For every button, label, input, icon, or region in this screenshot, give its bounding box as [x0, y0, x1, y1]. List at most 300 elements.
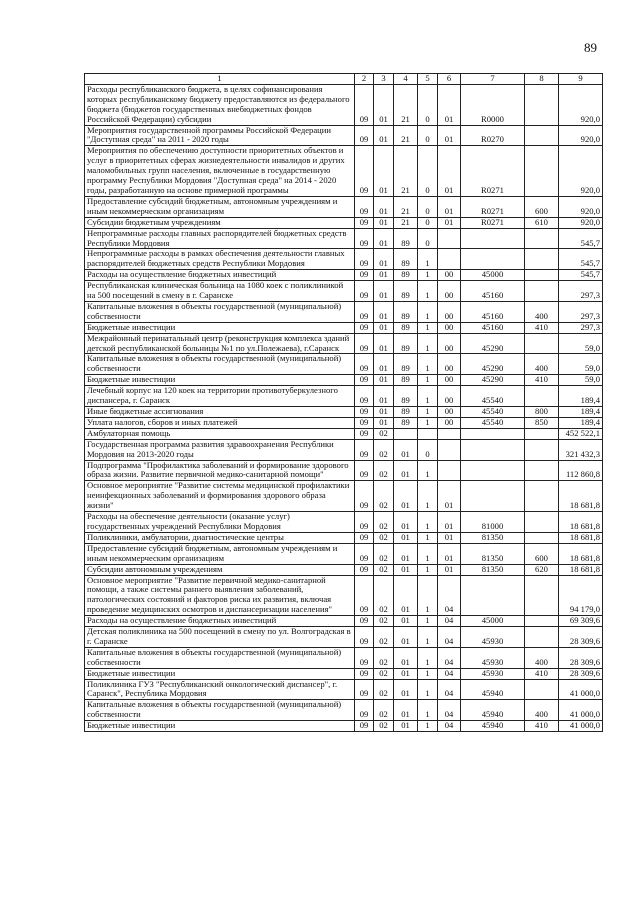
row-code-cell: 59,0	[559, 354, 603, 375]
row-code-cell: 28 309,6	[559, 668, 603, 679]
row-code-cell: 09	[355, 196, 374, 217]
row-code-cell: 01	[394, 700, 418, 721]
row-code-cell: 189,4	[559, 407, 603, 418]
row-code-cell: 04	[438, 627, 461, 648]
row-name-cell: Расходы на осуществление бюджетных инвестиций	[85, 270, 355, 281]
row-code-cell: 09	[355, 616, 374, 627]
row-code-cell: 45290	[461, 375, 525, 386]
row-code-cell: 04	[438, 679, 461, 700]
row-name-cell: Поликлиника ГУЗ "Республиканский онкологический диспансер", г. Саранск", Республика Мордовия	[85, 679, 355, 700]
row-code-cell: 1	[418, 301, 438, 322]
row-code-cell: 01	[438, 196, 461, 217]
row-code-cell: 09	[355, 84, 374, 125]
row-name-cell: Субсидии автономным учреждениям	[85, 564, 355, 575]
row-code-cell: 400	[525, 647, 559, 668]
row-code-cell: 21	[394, 146, 418, 197]
row-name-cell: Мероприятия государственной программы Российской Федерации "Доступная среда" на 2011 - 2020 годы	[85, 125, 355, 146]
row-code-cell: 45540	[461, 407, 525, 418]
row-code-cell: 0	[418, 125, 438, 146]
row-code-cell: 04	[438, 616, 461, 627]
row-code-cell: 09	[355, 512, 374, 533]
row-code-cell: 0	[418, 146, 438, 197]
row-code-cell: 02	[374, 647, 394, 668]
row-code-cell: 89	[394, 322, 418, 333]
row-code-cell: 01	[394, 564, 418, 575]
row-code-cell: 1	[418, 668, 438, 679]
row-code-cell: 45000	[461, 270, 525, 281]
row-code-cell: 01	[394, 616, 418, 627]
row-code-cell: 400	[525, 354, 559, 375]
row-code-cell	[461, 228, 525, 249]
row-code-cell: 89	[394, 281, 418, 302]
row-code-cell: 0	[418, 196, 438, 217]
row-code-cell: 81350	[461, 532, 525, 543]
row-code-cell	[525, 460, 559, 481]
row-code-cell: 189,4	[559, 417, 603, 428]
row-code-cell	[461, 575, 525, 616]
row-code-cell: 21	[394, 217, 418, 228]
row-code-cell: 01	[394, 512, 418, 533]
row-code-cell: 89	[394, 354, 418, 375]
table-row	[85, 281, 603, 302]
row-code-cell: 610	[525, 217, 559, 228]
row-code-cell: R0271	[461, 146, 525, 197]
table-row	[85, 721, 603, 732]
row-code-cell: 01	[374, 249, 394, 270]
row-code-cell	[525, 439, 559, 460]
column-header: 2	[355, 74, 374, 85]
row-code-cell: R0271	[461, 217, 525, 228]
row-code-cell: 1	[418, 481, 438, 512]
row-code-cell: 850	[525, 417, 559, 428]
row-code-cell: 09	[355, 679, 374, 700]
row-code-cell	[394, 428, 418, 439]
row-code-cell: 01	[374, 270, 394, 281]
row-code-cell: 01	[438, 125, 461, 146]
row-code-cell	[525, 428, 559, 439]
row-code-cell: 04	[438, 668, 461, 679]
row-code-cell: 00	[438, 354, 461, 375]
budget-table	[84, 73, 603, 732]
row-code-cell: 01	[374, 228, 394, 249]
row-code-cell: R0270	[461, 125, 525, 146]
row-code-cell: 09	[355, 375, 374, 386]
row-name-cell: Межрайонный перинатальный центр (реконструкция комплекса зданий детской республиканской больницы №1 по ул.Полежаева), г.Саранск	[85, 333, 355, 354]
column-header: 1	[85, 74, 355, 85]
column-header: 4	[394, 74, 418, 85]
row-code-cell: 45540	[461, 386, 525, 407]
row-code-cell: 18 681,8	[559, 543, 603, 564]
row-code-cell	[525, 575, 559, 616]
row-name-cell: Бюджетные инвестиции	[85, 668, 355, 679]
row-name-cell: Капитальные вложения в объекты государственной (муниципальной) собственности	[85, 301, 355, 322]
row-code-cell: 45930	[461, 627, 525, 648]
row-code-cell: 02	[374, 564, 394, 575]
row-code-cell: 01	[394, 460, 418, 481]
table-row	[85, 333, 603, 354]
row-code-cell: 400	[525, 301, 559, 322]
row-code-cell: 69 309,6	[559, 616, 603, 627]
row-name-cell: Субсидии бюджетным учреждениям	[85, 217, 355, 228]
row-code-cell: 02	[374, 668, 394, 679]
row-code-cell: 01	[438, 146, 461, 197]
row-code-cell: 09	[355, 564, 374, 575]
row-code-cell: 01	[438, 481, 461, 512]
row-code-cell: 01	[374, 354, 394, 375]
row-code-cell: 04	[438, 575, 461, 616]
row-code-cell: 18 681,8	[559, 481, 603, 512]
row-code-cell: 1	[418, 460, 438, 481]
table-row	[85, 146, 603, 197]
row-code-cell: 1	[418, 417, 438, 428]
row-code-cell: 09	[355, 322, 374, 333]
row-name-cell: Основное мероприятие "Развитие системы медицинской профилактики неинфекционных заболеваний и формирования здорового образа жизни"	[85, 481, 355, 512]
table-row	[85, 647, 603, 668]
row-code-cell: 920,0	[559, 146, 603, 197]
row-code-cell: 01	[438, 84, 461, 125]
row-code-cell	[418, 428, 438, 439]
row-code-cell: 09	[355, 575, 374, 616]
row-code-cell: 01	[394, 627, 418, 648]
table-row	[85, 700, 603, 721]
row-code-cell: 01	[374, 84, 394, 125]
row-code-cell: 09	[355, 417, 374, 428]
row-code-cell: 45160	[461, 301, 525, 322]
row-code-cell: 09	[355, 460, 374, 481]
row-code-cell: 89	[394, 301, 418, 322]
row-code-cell: 09	[355, 301, 374, 322]
row-code-cell: 545,7	[559, 270, 603, 281]
row-code-cell: 21	[394, 125, 418, 146]
row-code-cell: 01	[394, 439, 418, 460]
row-code-cell: 1	[418, 354, 438, 375]
row-code-cell: 28 309,6	[559, 627, 603, 648]
row-code-cell: 45160	[461, 281, 525, 302]
row-name-cell: Республиканская клиническая больница на 1080 коек с поликлиникой на 500 посещений в смену в г. Саранске	[85, 281, 355, 302]
row-code-cell	[525, 270, 559, 281]
row-code-cell	[525, 512, 559, 533]
row-code-cell: 0	[418, 84, 438, 125]
row-code-cell: 02	[374, 439, 394, 460]
row-code-cell: 21	[394, 84, 418, 125]
row-code-cell	[525, 532, 559, 543]
table-body	[85, 84, 603, 731]
row-code-cell: 01	[394, 668, 418, 679]
row-code-cell	[525, 281, 559, 302]
row-code-cell: 89	[394, 228, 418, 249]
row-code-cell: 01	[374, 407, 394, 418]
row-code-cell: 01	[394, 721, 418, 732]
row-name-cell: Капитальные вложения в объекты государственной (муниципальной) собственности	[85, 647, 355, 668]
column-header: 7	[461, 74, 525, 85]
table-row	[85, 616, 603, 627]
column-header: 6	[438, 74, 461, 85]
row-code-cell: 00	[438, 333, 461, 354]
table-row	[85, 84, 603, 125]
row-code-cell	[525, 627, 559, 648]
row-code-cell	[525, 249, 559, 270]
column-header: 8	[525, 74, 559, 85]
row-code-cell: 1	[418, 407, 438, 418]
row-code-cell: 01	[394, 647, 418, 668]
row-code-cell	[525, 386, 559, 407]
row-code-cell: 0	[418, 439, 438, 460]
row-code-cell: 09	[355, 249, 374, 270]
row-code-cell: 410	[525, 668, 559, 679]
row-code-cell: 09	[355, 146, 374, 197]
row-code-cell: 81000	[461, 512, 525, 533]
row-code-cell: 09	[355, 333, 374, 354]
table-row	[85, 270, 603, 281]
row-name-cell: Предоставление субсидий бюджетным, автономным учреждениям и иным некоммерческим организациям	[85, 543, 355, 564]
row-code-cell: 297,3	[559, 281, 603, 302]
table-row	[85, 512, 603, 533]
table-row	[85, 543, 603, 564]
table-row	[85, 627, 603, 648]
row-code-cell: 89	[394, 270, 418, 281]
row-code-cell: 1	[418, 627, 438, 648]
row-name-cell: Предоставление субсидий бюджетным, автономным учреждениям и иным некоммерческим организациям	[85, 196, 355, 217]
row-code-cell: 45160	[461, 322, 525, 333]
row-code-cell: 600	[525, 543, 559, 564]
row-code-cell	[525, 84, 559, 125]
row-name-cell: Лечебный корпус на 120 коек на территории противотуберкулезного диспансера, г. Саранск	[85, 386, 355, 407]
row-name-cell: Детская поликлиника на 500 посещений в смену по ул. Волгоградская в г. Саранске	[85, 627, 355, 648]
table-row	[85, 125, 603, 146]
row-code-cell: 09	[355, 281, 374, 302]
row-code-cell: 1	[418, 721, 438, 732]
row-code-cell: 09	[355, 532, 374, 543]
row-name-cell: Расходы республиканского бюджета, в целях софинансирования которых республиканскому бюджету предоставляются из федерального бюджета (бюджетов государственных внебюджетных фондов Российской Федерации) субсидии	[85, 84, 355, 125]
row-name-cell: Непрограммные расходы главных распорядителей бюджетных средств Республики Мордовия	[85, 228, 355, 249]
row-name-cell: Капитальные вложения в объекты государственной (муниципальной) собственности	[85, 700, 355, 721]
row-code-cell: 45940	[461, 700, 525, 721]
table-row	[85, 322, 603, 333]
row-code-cell: 02	[374, 481, 394, 512]
row-code-cell: 02	[374, 700, 394, 721]
row-code-cell: 09	[355, 481, 374, 512]
row-code-cell: 01	[438, 532, 461, 543]
row-code-cell	[461, 249, 525, 270]
table-row	[85, 564, 603, 575]
row-name-cell: Подпрограмма "Профилактика заболеваний и формирование здорового образа жизни. Развитие первичной медико-санитарной помощи"	[85, 460, 355, 481]
row-code-cell: 410	[525, 721, 559, 732]
row-code-cell	[461, 428, 525, 439]
row-code-cell: 400	[525, 700, 559, 721]
row-code-cell: 89	[394, 386, 418, 407]
row-code-cell: 0	[418, 228, 438, 249]
row-code-cell: 1	[418, 700, 438, 721]
row-code-cell	[525, 228, 559, 249]
row-code-cell: 1	[418, 322, 438, 333]
table-row	[85, 428, 603, 439]
row-code-cell: 09	[355, 439, 374, 460]
row-name-cell: Мероприятия по обеспечению доступности приоритетных объектов и услуг в приоритетных сферах жизнедеятельности инвалидов и других маломобильных групп населения, включенные в государственную программу Республики Мордовия "Доступная среда" на 2014 - 2020 годы, разработанную на основе примерной программы	[85, 146, 355, 197]
row-code-cell: 04	[438, 721, 461, 732]
row-code-cell: 09	[355, 386, 374, 407]
row-code-cell: 09	[355, 627, 374, 648]
row-code-cell: 09	[355, 270, 374, 281]
row-code-cell: 01	[438, 564, 461, 575]
row-code-cell	[525, 679, 559, 700]
row-code-cell: 1	[418, 543, 438, 564]
row-code-cell: 01	[438, 512, 461, 533]
row-code-cell: 00	[438, 386, 461, 407]
row-code-cell: 59,0	[559, 375, 603, 386]
page-number: 89	[584, 40, 597, 55]
row-code-cell: 01	[394, 481, 418, 512]
table-row	[85, 532, 603, 543]
row-code-cell: 01	[394, 532, 418, 543]
table-row	[85, 417, 603, 428]
row-code-cell: 112 860,8	[559, 460, 603, 481]
row-code-cell	[525, 333, 559, 354]
row-code-cell: 01	[374, 196, 394, 217]
table-row	[85, 460, 603, 481]
row-code-cell: 1	[418, 333, 438, 354]
table-row	[85, 439, 603, 460]
row-code-cell: 297,3	[559, 301, 603, 322]
row-code-cell: 21	[394, 196, 418, 217]
table-row	[85, 375, 603, 386]
column-header: 3	[374, 74, 394, 85]
row-code-cell: 09	[355, 700, 374, 721]
row-code-cell: 00	[438, 375, 461, 386]
row-code-cell	[438, 460, 461, 481]
row-code-cell: 04	[438, 647, 461, 668]
table-row	[85, 196, 603, 217]
row-code-cell: 620	[525, 564, 559, 575]
row-code-cell: 41 000,0	[559, 700, 603, 721]
row-code-cell: 01	[394, 575, 418, 616]
row-code-cell: 1	[418, 281, 438, 302]
row-code-cell: 28 309,6	[559, 647, 603, 668]
column-header: 5	[418, 74, 438, 85]
row-code-cell: 18 681,8	[559, 512, 603, 533]
table-row	[85, 668, 603, 679]
row-code-cell: 45000	[461, 616, 525, 627]
row-code-cell: 89	[394, 333, 418, 354]
row-code-cell: 1	[418, 564, 438, 575]
row-code-cell: 09	[355, 125, 374, 146]
row-code-cell: 0	[418, 217, 438, 228]
row-code-cell: 09	[355, 647, 374, 668]
row-code-cell: 1	[418, 386, 438, 407]
row-code-cell: 189,4	[559, 386, 603, 407]
row-code-cell: 02	[374, 627, 394, 648]
row-name-cell: Расходы на обеспечение деятельности (оказание услуг) государственных учреждений Республики Мордовия	[85, 512, 355, 533]
row-code-cell: 94 179,0	[559, 575, 603, 616]
row-name-cell: Амбулаторная помощь	[85, 428, 355, 439]
table-header-row	[85, 74, 603, 85]
row-code-cell: 1	[418, 647, 438, 668]
row-code-cell: 1	[418, 375, 438, 386]
row-code-cell: 1	[418, 512, 438, 533]
row-code-cell	[461, 460, 525, 481]
row-code-cell: 1	[418, 532, 438, 543]
row-code-cell: 89	[394, 249, 418, 270]
table-row	[85, 407, 603, 418]
row-code-cell	[438, 439, 461, 460]
row-code-cell: 41 000,0	[559, 679, 603, 700]
row-code-cell: 01	[374, 146, 394, 197]
row-code-cell	[525, 125, 559, 146]
row-code-cell: 18 681,8	[559, 532, 603, 543]
row-code-cell: 45290	[461, 333, 525, 354]
table-row	[85, 354, 603, 375]
row-code-cell: 01	[394, 679, 418, 700]
row-code-cell: 01	[374, 281, 394, 302]
row-code-cell: 01	[374, 417, 394, 428]
row-code-cell: 00	[438, 281, 461, 302]
row-code-cell: 920,0	[559, 125, 603, 146]
row-code-cell: 45930	[461, 668, 525, 679]
row-code-cell: 01	[374, 333, 394, 354]
row-code-cell: 02	[374, 428, 394, 439]
row-code-cell: 00	[438, 407, 461, 418]
row-code-cell: 89	[394, 407, 418, 418]
row-code-cell: 09	[355, 428, 374, 439]
row-code-cell: 45940	[461, 679, 525, 700]
row-code-cell: 02	[374, 679, 394, 700]
row-code-cell: 45930	[461, 647, 525, 668]
row-code-cell: 01	[374, 386, 394, 407]
row-code-cell: 89	[394, 375, 418, 386]
table-row	[85, 217, 603, 228]
row-code-cell: 45540	[461, 417, 525, 428]
row-code-cell: 1	[418, 679, 438, 700]
row-code-cell: 18 681,8	[559, 564, 603, 575]
row-code-cell: 02	[374, 460, 394, 481]
row-code-cell: R0271	[461, 196, 525, 217]
row-code-cell: 800	[525, 407, 559, 418]
row-code-cell: 81350	[461, 543, 525, 564]
row-code-cell: 00	[438, 270, 461, 281]
row-name-cell: Капитальные вложения в объекты государственной (муниципальной) собственности	[85, 354, 355, 375]
row-name-cell: Иные бюджетные ассигнования	[85, 407, 355, 418]
row-code-cell	[438, 249, 461, 270]
row-code-cell: 545,7	[559, 249, 603, 270]
row-code-cell: 01	[394, 543, 418, 564]
row-code-cell: 545,7	[559, 228, 603, 249]
row-code-cell: 01	[374, 217, 394, 228]
row-code-cell	[461, 439, 525, 460]
row-code-cell: 00	[438, 301, 461, 322]
row-code-cell: 920,0	[559, 217, 603, 228]
row-name-cell: Бюджетные инвестиции	[85, 721, 355, 732]
row-code-cell: 89	[394, 417, 418, 428]
row-code-cell: 09	[355, 721, 374, 732]
row-code-cell: 1	[418, 575, 438, 616]
row-code-cell: 1	[418, 249, 438, 270]
row-code-cell: 04	[438, 700, 461, 721]
table-row	[85, 679, 603, 700]
row-code-cell: 01	[438, 543, 461, 564]
row-code-cell	[438, 428, 461, 439]
row-code-cell: 00	[438, 417, 461, 428]
row-name-cell: Бюджетные инвестиции	[85, 375, 355, 386]
table-row	[85, 228, 603, 249]
row-code-cell	[525, 146, 559, 197]
row-name-cell: Поликлиники, амбулатории, диагностические центры	[85, 532, 355, 543]
row-code-cell	[525, 616, 559, 627]
row-code-cell: 410	[525, 375, 559, 386]
row-code-cell: 45940	[461, 721, 525, 732]
row-code-cell: 09	[355, 543, 374, 564]
row-code-cell: 02	[374, 616, 394, 627]
row-code-cell: 59,0	[559, 333, 603, 354]
row-code-cell	[461, 481, 525, 512]
